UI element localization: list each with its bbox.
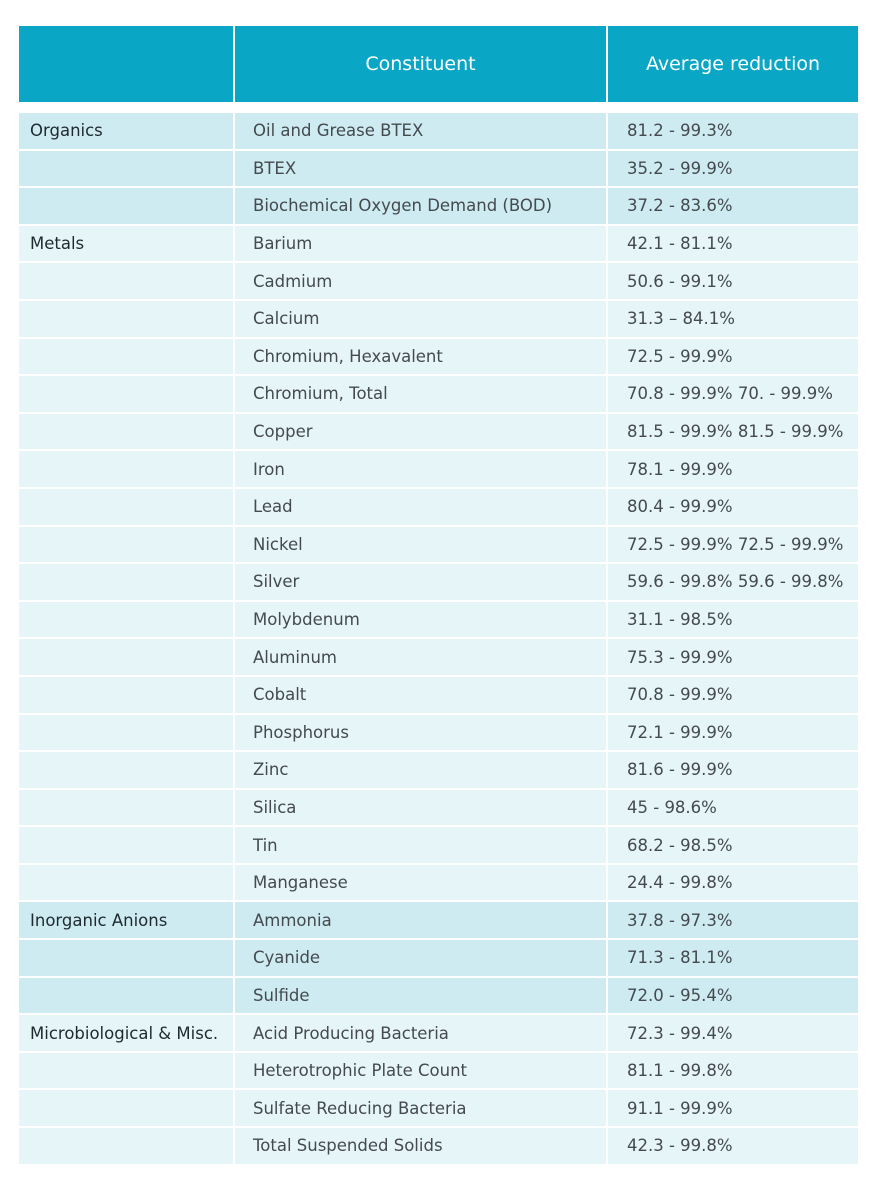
constituent-cell: Chromium, Hexavalent (233, 337, 606, 375)
reduction-cell: 72.1 - 99.9% (606, 713, 858, 751)
group-cell (19, 637, 233, 675)
reduction-cell: 81.6 - 99.9% (606, 750, 858, 788)
group-cell (19, 976, 233, 1014)
group-cell (19, 750, 233, 788)
group-cell (19, 562, 233, 600)
reduction-cell: 91.1 - 99.9% (606, 1088, 858, 1126)
constituent-cell: Sulfide (233, 976, 606, 1014)
reduction-cell: 50.6 - 99.1% (606, 261, 858, 299)
group-cell (19, 449, 233, 487)
reduction-cell: 37.2 - 83.6% (606, 186, 858, 224)
table-row (19, 1126, 858, 1164)
constituent-cell: Zinc (233, 750, 606, 788)
reduction-cell: 59.6 - 99.8% 59.6 - 99.8% (606, 562, 858, 600)
group-cell (19, 863, 233, 901)
table-row (19, 863, 858, 901)
table-row (19, 713, 858, 751)
reduction-cell: 37.8 - 97.3% (606, 900, 858, 938)
reduction-table-container (19, 26, 858, 1164)
reduction-cell: 72.5 - 99.9% (606, 337, 858, 375)
constituent-cell: Biochemical Oxygen Demand (BOD) (233, 186, 606, 224)
constituent-cell: Cobalt (233, 675, 606, 713)
constituent-cell: Aluminum (233, 637, 606, 675)
reduction-cell: 80.4 - 99.9% (606, 487, 858, 525)
constituent-cell: Silica (233, 788, 606, 826)
reduction-cell: 35.2 - 99.9% (606, 149, 858, 187)
reduction-cell: 24.4 - 99.8% (606, 863, 858, 901)
group-cell (19, 487, 233, 525)
group-cell (19, 412, 233, 450)
group-cell (19, 675, 233, 713)
table-row (19, 637, 858, 675)
group-cell (19, 600, 233, 638)
constituent-cell: Copper (233, 412, 606, 450)
reduction-cell: 31.1 - 98.5% (606, 600, 858, 638)
table-row (19, 525, 858, 563)
reduction-cell: 72.0 - 95.4% (606, 976, 858, 1014)
group-cell: Microbiological & Misc. (19, 1013, 233, 1051)
table-row (19, 186, 858, 224)
table-header (19, 26, 858, 102)
table-row (19, 1013, 858, 1051)
constituent-cell: Oil and Grease BTEX (233, 102, 606, 149)
constituent-cell: Calcium (233, 299, 606, 337)
header-average-reduction: Average reduction (606, 26, 858, 102)
reduction-cell: 78.1 - 99.9% (606, 449, 858, 487)
header-row (19, 26, 858, 102)
table-row (19, 102, 858, 149)
constituent-cell: Nickel (233, 525, 606, 563)
group-cell (19, 525, 233, 563)
reduction-cell: 70.8 - 99.9% 70. - 99.9% (606, 374, 858, 412)
group-cell (19, 825, 233, 863)
group-cell (19, 186, 233, 224)
table-row (19, 825, 858, 863)
group-cell (19, 1126, 233, 1164)
constituent-cell: Sulfate Reducing Bacteria (233, 1088, 606, 1126)
constituent-cell: Lead (233, 487, 606, 525)
reduction-table (19, 26, 858, 1164)
group-cell (19, 713, 233, 751)
reduction-cell: 68.2 - 98.5% (606, 825, 858, 863)
constituent-cell: Cadmium (233, 261, 606, 299)
table-row (19, 675, 858, 713)
reduction-cell: 81.2 - 99.3% (606, 102, 858, 149)
table-row (19, 562, 858, 600)
table-body (19, 102, 858, 1164)
reduction-cell: 42.3 - 99.8% (606, 1126, 858, 1164)
reduction-cell: 31.3 – 84.1% (606, 299, 858, 337)
table-row (19, 337, 858, 375)
constituent-cell: BTEX (233, 149, 606, 187)
table-row (19, 149, 858, 187)
group-cell (19, 374, 233, 412)
constituent-cell: Silver (233, 562, 606, 600)
reduction-cell: 81.5 - 99.9% 81.5 - 99.9% (606, 412, 858, 450)
constituent-cell: Tin (233, 825, 606, 863)
constituent-cell: Chromium, Total (233, 374, 606, 412)
group-cell (19, 1051, 233, 1089)
group-cell: Metals (19, 224, 233, 262)
reduction-cell: 81.1 - 99.8% (606, 1051, 858, 1089)
table-row (19, 374, 858, 412)
group-cell (19, 299, 233, 337)
header-group-cell (19, 26, 233, 102)
group-cell: Inorganic Anions (19, 900, 233, 938)
table-row (19, 976, 858, 1014)
constituent-cell: Molybdenum (233, 600, 606, 638)
group-cell (19, 788, 233, 826)
table-row (19, 224, 858, 262)
group-cell (19, 261, 233, 299)
table-row (19, 299, 858, 337)
table-row (19, 449, 858, 487)
table-row (19, 938, 858, 976)
constituent-cell: Ammonia (233, 900, 606, 938)
table-row (19, 900, 858, 938)
reduction-cell: 72.5 - 99.9% 72.5 - 99.9% (606, 525, 858, 563)
constituent-cell: Cyanide (233, 938, 606, 976)
table-row (19, 1088, 858, 1126)
constituent-cell: Phosphorus (233, 713, 606, 751)
constituent-cell: Barium (233, 224, 606, 262)
table-row (19, 412, 858, 450)
reduction-cell: 71.3 - 81.1% (606, 938, 858, 976)
reduction-cell: 42.1 - 81.1% (606, 224, 858, 262)
group-cell (19, 1088, 233, 1126)
constituent-cell: Heterotrophic Plate Count (233, 1051, 606, 1089)
table-row (19, 788, 858, 826)
table-row (19, 487, 858, 525)
constituent-cell: Iron (233, 449, 606, 487)
constituent-cell: Manganese (233, 863, 606, 901)
group-cell (19, 337, 233, 375)
reduction-cell: 75.3 - 99.9% (606, 637, 858, 675)
table-row (19, 600, 858, 638)
constituent-cell: Acid Producing Bacteria (233, 1013, 606, 1051)
header-constituent: Constituent (233, 26, 606, 102)
table-row (19, 750, 858, 788)
group-cell: Organics (19, 102, 233, 149)
reduction-cell: 72.3 - 99.4% (606, 1013, 858, 1051)
reduction-cell: 70.8 - 99.9% (606, 675, 858, 713)
group-cell (19, 938, 233, 976)
group-cell (19, 149, 233, 187)
constituent-cell: Total Suspended Solids (233, 1126, 606, 1164)
reduction-cell: 45 - 98.6% (606, 788, 858, 826)
table-row (19, 261, 858, 299)
table-row (19, 1051, 858, 1089)
